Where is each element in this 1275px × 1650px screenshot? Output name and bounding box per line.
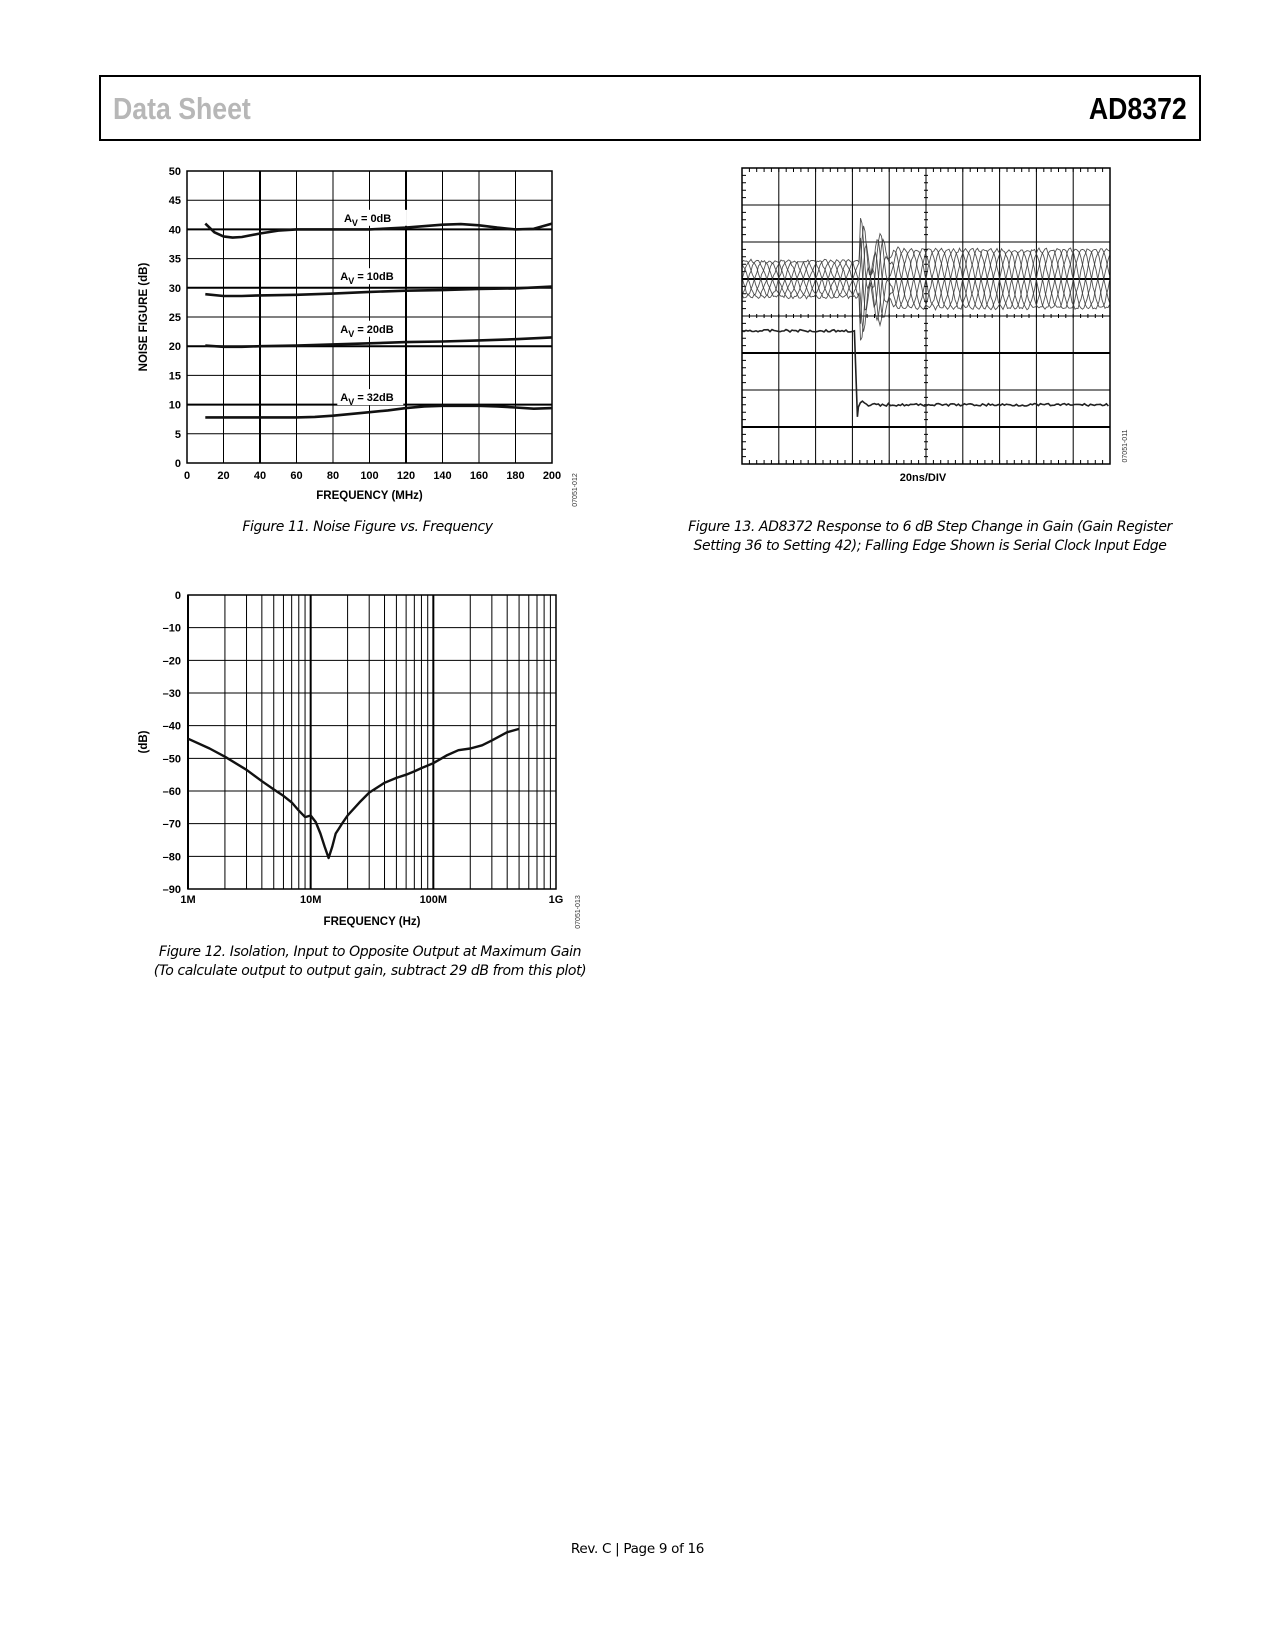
caption-fig12-line2: (To calculate output to output gain, subtract 29 dB from this plot) xyxy=(153,963,587,979)
y-tick-label: –40 xyxy=(162,720,181,733)
x-tick-label: 60 xyxy=(290,470,303,482)
caption-fig12 xyxy=(110,943,630,981)
x-tick-label: 100M xyxy=(419,894,448,906)
y-tick-label: –60 xyxy=(162,786,181,798)
figure-id: 07051-011 xyxy=(1122,429,1129,463)
x-tick-label: 180 xyxy=(506,470,525,482)
annotation-label: $A_V = 0dB$ xyxy=(343,212,392,228)
caption-fig13-line2: Setting 36 to Setting 42); Falling Edge Shown is Serial Clock Input Edge xyxy=(693,538,1167,554)
y-tick-label: 35 xyxy=(168,253,181,266)
x-tick-label: 160 xyxy=(469,470,489,482)
chart-fig12-isolation xyxy=(130,585,600,945)
plot-frame xyxy=(188,595,556,889)
y-tick-label: 0 xyxy=(174,590,181,602)
y-tick-label: –20 xyxy=(162,655,181,668)
x-axis-label: FREQUENCY (Hz) xyxy=(323,916,421,928)
y-tick-label: 40 xyxy=(168,224,181,237)
figure-id: 07051-012 xyxy=(572,473,579,507)
x-tick-label: 120 xyxy=(396,470,416,482)
annotation-label: $A_V = 10dB$ xyxy=(340,271,394,287)
caption-fig13 xyxy=(680,518,1180,556)
header-title: Data Sheet xyxy=(113,91,251,126)
caption-fig13-line1: Figure 13. AD8372 Response to 6 dB Step Change in Gain (Gain Register xyxy=(688,519,1172,535)
x-tick-label: 10M xyxy=(299,894,322,906)
figure-id: 07051-013 xyxy=(575,895,582,929)
x-axis-label: FREQUENCY (MHz) xyxy=(316,490,423,502)
y-tick-label: –90 xyxy=(162,884,181,896)
caption-fig12-line1: Figure 12. Isolation, Input to Opposite Output at Maximum Gain xyxy=(158,944,582,960)
y-tick-label: 30 xyxy=(168,282,181,295)
x-tick-label: 0 xyxy=(183,470,191,482)
series-line xyxy=(205,406,552,418)
x-tick-label: 1M xyxy=(180,894,196,906)
chart-fig13-scope-response xyxy=(730,160,1140,490)
page-header xyxy=(99,75,1201,141)
y-tick-label: 20 xyxy=(168,341,181,354)
series-line xyxy=(188,729,519,858)
x-tick-label: 80 xyxy=(326,470,340,482)
annotation-label: $A_V = 32dB$ xyxy=(340,392,394,408)
x-tick-label: 20 xyxy=(217,470,230,482)
y-tick-label: –70 xyxy=(162,818,181,831)
y-tick-label: 15 xyxy=(168,370,181,383)
y-tick-label: 50 xyxy=(168,166,181,178)
y-tick-label: –50 xyxy=(162,753,181,766)
header-part-number: AD8372 xyxy=(1089,91,1187,126)
caption-fig11: Figure 11. Noise Figure vs. Frequency xyxy=(242,519,493,535)
chart-fig11-noise-figure xyxy=(130,160,600,520)
y-tick-label: 5 xyxy=(174,428,181,441)
y-tick-label: 25 xyxy=(168,312,181,324)
x-tick-label: 40 xyxy=(253,470,267,482)
annotation-label: $A_V = 20dB$ xyxy=(340,323,394,339)
y-tick-label: –80 xyxy=(162,851,181,864)
y-axis-label: NOISE FIGURE (dB) xyxy=(138,262,150,372)
y-tick-label: –10 xyxy=(162,622,181,635)
y-axis-label: (dB) xyxy=(138,730,150,754)
y-tick-label: –30 xyxy=(162,688,181,700)
x-axis-label: 20ns/DIV xyxy=(899,472,947,484)
x-tick-label: 200 xyxy=(542,470,562,482)
x-tick-label: 140 xyxy=(433,470,452,482)
page-footer: Rev. C | Page 9 of 16 xyxy=(570,1541,705,1557)
x-tick-label: 100 xyxy=(360,470,379,482)
y-tick-label: 45 xyxy=(168,195,181,208)
x-tick-label: 1G xyxy=(548,894,564,906)
y-tick-label: 10 xyxy=(168,399,181,412)
y-tick-label: 0 xyxy=(174,458,181,470)
